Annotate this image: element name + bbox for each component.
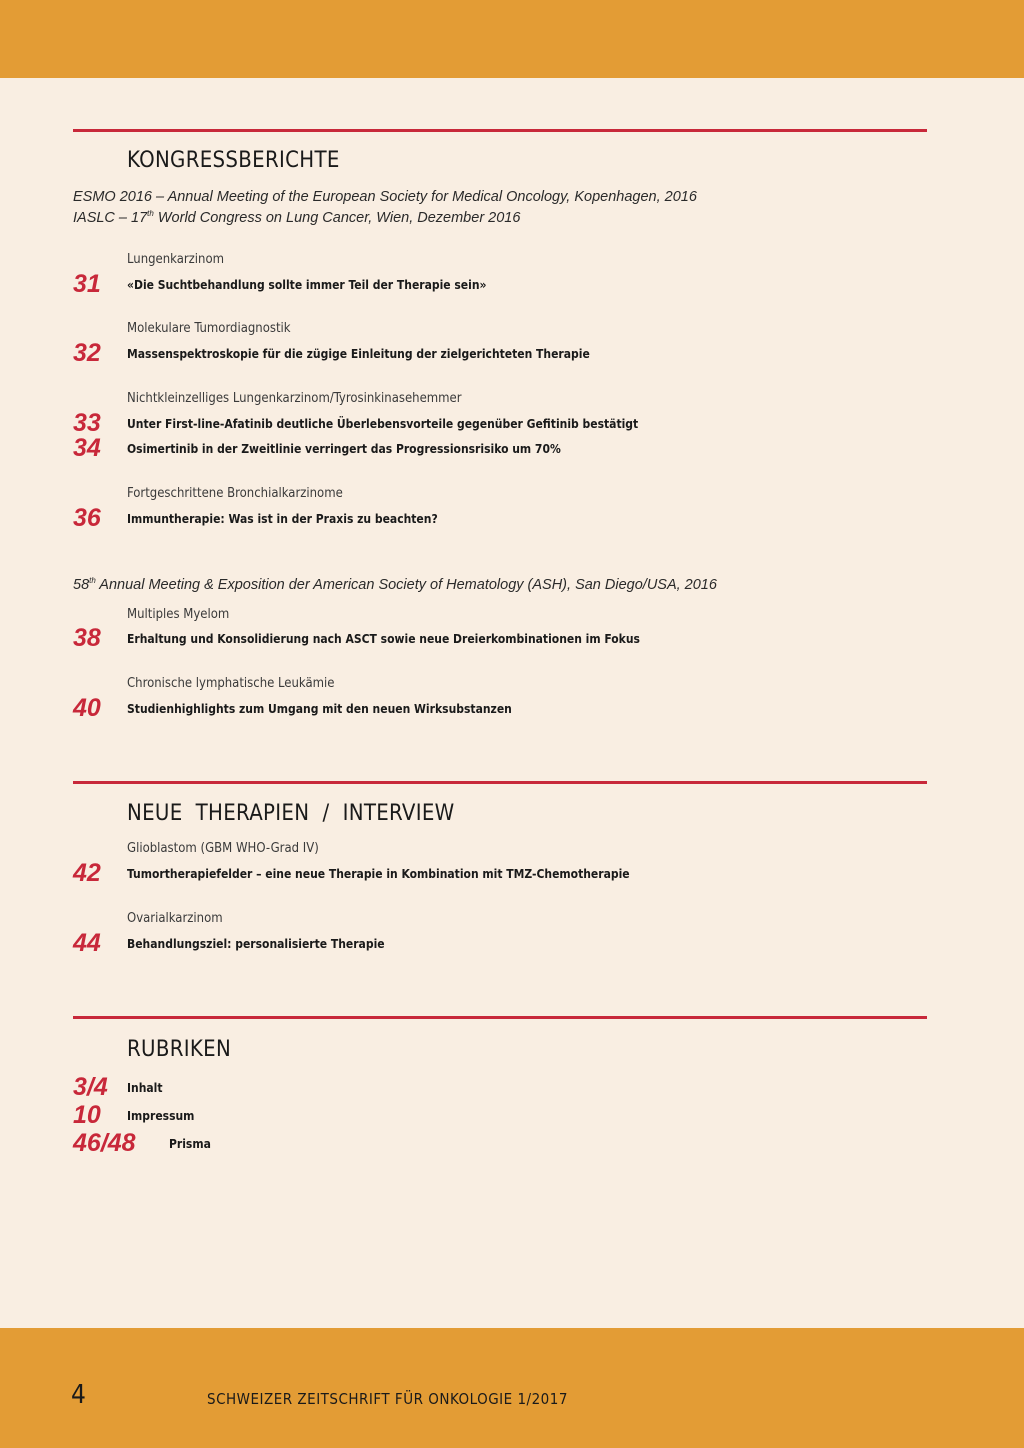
page-number: 3/4 (73, 1073, 108, 1101)
category-label: Ovarialkarzinom (127, 911, 223, 926)
section-title-kongressberichte: KONGRESSBERICHTE (127, 148, 340, 173)
article-title[interactable]: Immuntherapie: Was ist in der Praxis zu beachten? (127, 512, 438, 526)
article-title[interactable]: Erhaltung und Konsolidierung nach ASCT sowie neue Dreierkombinationen im Fokus (127, 632, 640, 646)
category-label: Lungenkarzinom (127, 252, 225, 267)
category-label: Glioblastom (GBM WHO-Grad IV) (127, 841, 319, 856)
page-number: 10 (73, 1101, 101, 1129)
article-title[interactable]: Tumortherapiefelder – eine neue Therapie in Kombination mit TMZ-Chemotherapie (127, 867, 630, 881)
page-number: 34 (73, 434, 101, 462)
category-label: Fortgeschrittene Bronchialkarzinome (127, 486, 343, 501)
section-title-rubriken: RUBRIKEN (127, 1037, 232, 1062)
congress-ash: 58th Annual Meeting & Exposition der American Society of Hematology (ASH), San Diego/USA, 2016 (73, 576, 717, 593)
article-title[interactable]: Prisma (169, 1137, 211, 1151)
footer-page-number: 4 (71, 1380, 86, 1410)
section-rule-rubriken (73, 1016, 927, 1019)
article-title[interactable]: Massenspektroskopie für die zügige Einleitung der zielgerichteten Therapie (127, 347, 590, 361)
page-number: 44 (73, 929, 101, 957)
section-rule-kongressberichte (73, 129, 927, 132)
category-label: Multiples Myelom (127, 607, 230, 622)
category-label: Chronische lymphatische Leukämie (127, 676, 335, 691)
article-title[interactable]: Osimertinib in der Zweitlinie verringert das Progressionsrisiko um 70% (127, 442, 561, 456)
category-label: Nichtkleinzelliges Lungenkarzinom/Tyrosinkinasehemmer (127, 391, 462, 406)
page-number: 38 (73, 624, 101, 652)
header-band (0, 0, 1024, 78)
category-label: Molekulare Tumordiagnostik (127, 321, 291, 336)
article-title[interactable]: Studienhighlights zum Umgang mit den neuen Wirksubstanzen (127, 702, 512, 716)
page-number: 36 (73, 504, 101, 532)
congress-iaslc: IASLC – 17th World Congress on Lung Cancer, Wien, Dezember 2016 (73, 209, 521, 226)
page-number: 46/48 (73, 1129, 136, 1157)
footer-journal-title: SCHWEIZER ZEITSCHRIFT FÜR ONKOLOGIE 1/2017 (207, 1390, 568, 1408)
page-number: 32 (73, 339, 101, 367)
article-title[interactable]: Inhalt (127, 1081, 163, 1095)
congress-esmo: ESMO 2016 – Annual Meeting of the European Society for Medical Oncology, Kopenhagen, 2016 (73, 189, 697, 205)
footer-band (0, 1328, 1024, 1448)
section-title-neue-therapien: NEUE THERAPIEN / INTERVIEW (127, 801, 455, 826)
page-number: 42 (73, 859, 101, 887)
article-title[interactable]: Impressum (127, 1109, 195, 1123)
article-title[interactable]: «Die Suchtbehandlung sollte immer Teil der Therapie sein» (127, 278, 487, 292)
page-number: 31 (73, 270, 101, 298)
page-number: 33 (73, 409, 101, 437)
article-title[interactable]: Behandlungsziel: personalisierte Therapie (127, 937, 385, 951)
article-title[interactable]: Unter First-line-Afatinib deutliche Überlebensvorteile gegenüber Gefitinib bestätigt (127, 417, 639, 431)
section-rule-neue-therapien (73, 781, 927, 784)
page-number: 40 (73, 694, 101, 722)
